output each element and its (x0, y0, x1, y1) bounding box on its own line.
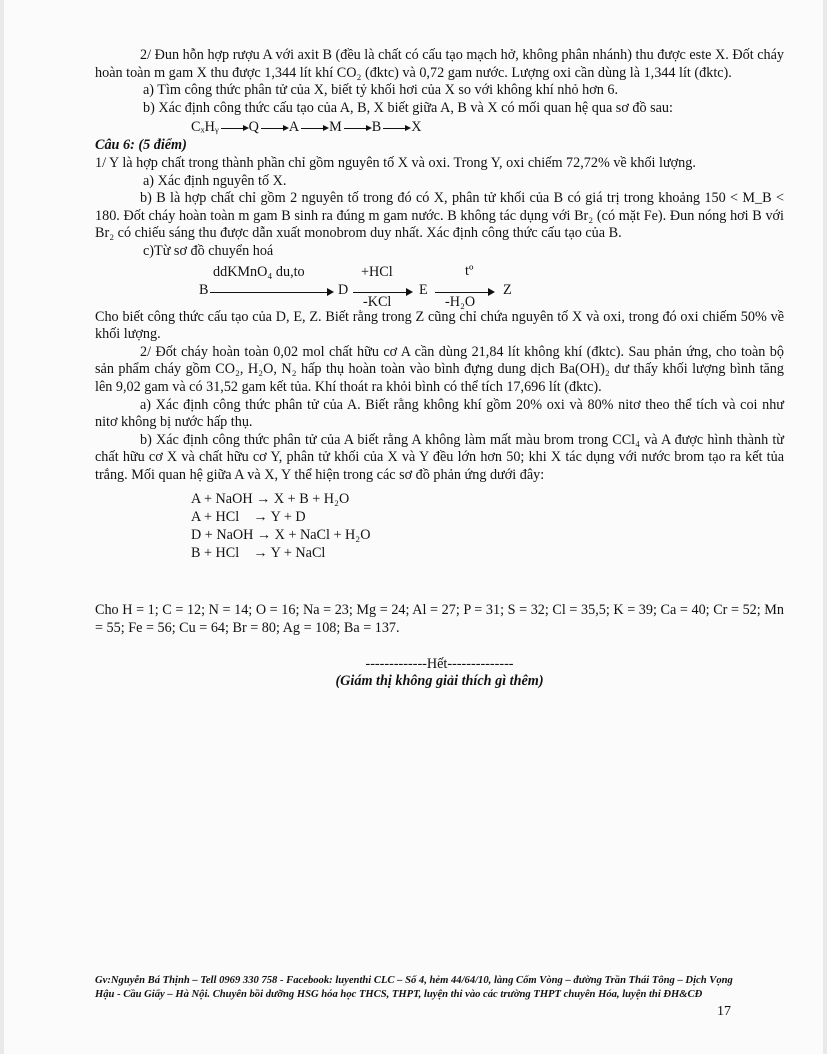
equation-line: A + NaOH → X + B + H₂O (191, 491, 350, 508)
proctor-note: (Giám thị không giải thích gì thêm) (335, 673, 544, 690)
scheme-node-d: D (338, 281, 349, 298)
scheme-node: X (411, 119, 422, 136)
q6-transformation-scheme (95, 261, 784, 309)
scheme-node-z: Z (503, 281, 512, 298)
q5-reaction-scheme (95, 117, 784, 137)
q6-part1-b: b) B là hợp chất chỉ gồm 2 nguyên tố trong đó có X, phân tử khối của B có giá trị trong khoảng 150 < M_B < 180. Đốt cháy hoàn toàn m gam B sinh ra đúng m gam nước. B không tác dụng với Br₂ (có mặt Fe). Đun nóng hơi B với Br₂ có chiếu sáng thu được dẫn xuất monobrom duy nhất. Xác định công thức cấu tạo của B. (95, 190, 784, 242)
arrow-icon (353, 292, 411, 293)
arrow2-bottom-label: -KCl (363, 293, 392, 310)
end-marker: -------------Hết-------------- (365, 655, 514, 672)
q6-part1-a: a) Xác định nguyên tố X. (143, 172, 287, 189)
scheme-node-e: E (419, 281, 428, 298)
arrow-icon (221, 128, 247, 129)
q6-part1-c: c)Từ sơ đồ chuyển hoá (143, 242, 274, 259)
scheme-node: Q (248, 119, 259, 136)
page-number: 17 (717, 1004, 731, 1019)
page-footer: Gv:Nguyễn Bá Thịnh – Tell 0969 330 758 - Facebook: luyenthi CLC – Số 4, hẻm 44/64/10, làng Cốm Vòng – đường Trần Thái Tông – Dịch Vọng Hậu - Cầu Giấy – Hà Nội. Chuyên bồi dưỡng HSG hóa học THCS, THPT, luyện thi vào các trường THPT chuyên Hóa, luyện thi ĐH&CĐ (95, 975, 733, 1000)
scheme-node: CₓHᵧ (191, 119, 219, 136)
arrow-icon (301, 128, 327, 129)
q6-part2-a: a) Xác định công thức phân tử của A. Biết rằng không khí gồm 20% oxi và 80% nitơ theo thể tích và coi như nitơ không bị nước hấp thụ. (95, 396, 784, 431)
scheme-node-b: B (199, 281, 209, 298)
q6-reaction-equations (95, 490, 784, 562)
arrow-icon (435, 292, 493, 293)
arrow-icon (261, 128, 287, 129)
atomic-masses: Cho H = 1; C = 12; N = 14; O = 16; Na = 23; Mg = 24; Al = 27; P = 31; S = 32; Cl = 35,5; K = 39; Ca = 40; Cr = 52; Mn = 55; Fe = 56; Cu = 64; Br = 80; Ag = 108; Ba = 137. (95, 602, 784, 637)
scheme-node: M (329, 119, 342, 136)
scheme-node: B (371, 119, 382, 136)
arrow-icon (210, 292, 332, 293)
scheme-node: A (288, 119, 300, 136)
document-page (4, 0, 823, 1054)
q6-part2-b: b) Xác định công thức phân tử của A biết rằng A không làm mất màu brom trong CCl₄ và A được hình thành từ chất hữu cơ X và chất hữu cơ Y, phân tử khối của X và Y đều lớn hơn 50; khi X tác dụng với nước brom tạo ra kết tủa trắng. Mối quan hệ giữa A và X, Y thể hiện trong các sơ đồ phản ứng dưới đây: (95, 431, 784, 483)
arrow-icon (383, 128, 409, 129)
arrow1-top-label: ddKMnO₄ du,to (213, 263, 305, 280)
equation-line: D + NaOH → X + NaCl + H₂O (191, 527, 371, 544)
q5-part2-b: b) Xác định công thức cấu tạo của A, B, X biết giữa A, B và X có mối quan hệ qua sơ đồ sau: (143, 99, 673, 116)
q5-part2-intro: 2/ Đun hỗn hợp rượu A với axit B (đều là chất có cấu tạo mạch hở, không phân nhánh) thu được este X. Đốt cháy hoàn toàn m gam X thu được 1,344 lít khí CO₂ (đktc) và 0,72 gam nước. Lượng oxi cần dùng là 1,344 lít (đktc). (95, 47, 784, 81)
arrow-icon (344, 128, 370, 129)
q6-part2-intro: 2/ Đốt cháy hoàn toàn 0,02 mol chất hữu cơ A cần dùng 21,84 lít không khí (đktc). Sau phản ứng, cho toàn bộ sản phẩm cháy gồm CO₂, H₂O, N₂ hấp thụ hoàn toàn vào bình đựng dung dịch Ba(OH)₂ dư thấy khối lượng bình tăng lên 9,02 gam và có 31,52 gam kết tủa. Khí thoát ra khỏi bình có thể tích 17,696 lít (đktc). (95, 343, 784, 395)
equation-line: B + HCl → Y + NaCl (191, 545, 326, 562)
q6-heading: Câu 6: (5 điểm) (95, 137, 187, 154)
q6-part1-after-scheme: Cho biết công thức cấu tạo của D, E, Z. Biết rằng trong Z cũng chỉ chứa nguyên tố X và oxi, trong đó oxi chiếm 50% về khối lượng. (95, 308, 784, 343)
q5-part2-a: a) Tìm công thức phân tử của X, biết tỷ khối hơi của X so với không khí nhỏ hơn 6. (143, 82, 619, 99)
arrow3-bottom-label: -H₂O (445, 293, 476, 310)
document-body (95, 47, 784, 691)
arrow3-top-label: tº (465, 262, 474, 279)
q6-part1-intro: 1/ Y là hợp chất trong thành phần chỉ gồm nguyên tố X và oxi. Trong Y, oxi chiếm 72,72% về khối lượng. (95, 154, 696, 171)
arrow2-top-label: +HCl (361, 263, 393, 280)
equation-line: A + HCl → Y + D (191, 509, 306, 526)
